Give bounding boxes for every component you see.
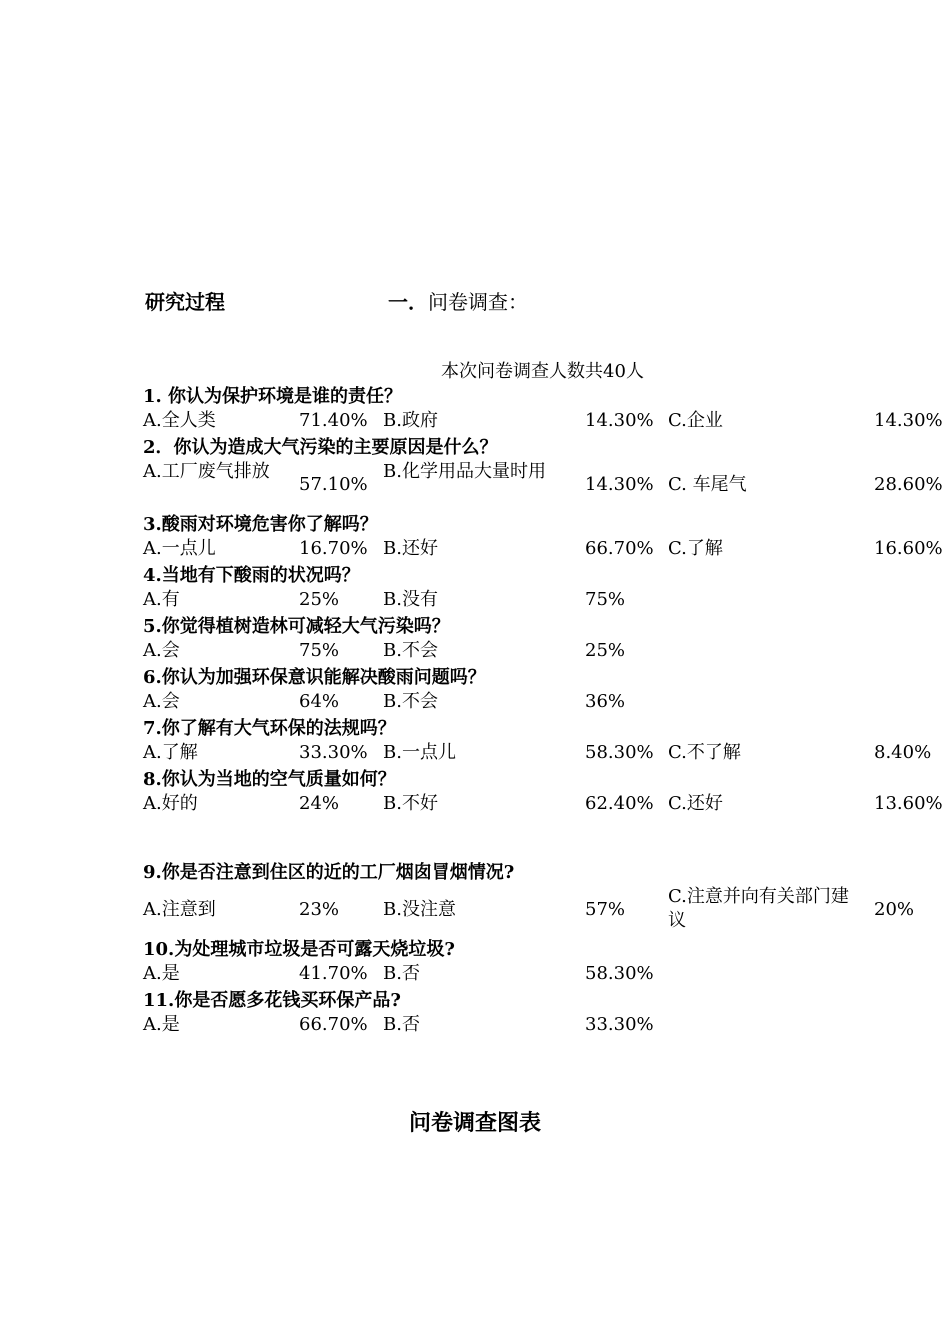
option-b: B.化学用品大量时用: [383, 461, 546, 482]
option-c-percent: 16.60%: [874, 538, 943, 559]
answer-row: [143, 741, 948, 767]
option-a-percent: 64%: [299, 691, 340, 712]
answer-row: [143, 460, 948, 512]
option-a: A.是: [143, 963, 180, 984]
question-title: 7.你了解有大气环保的法规吗？: [143, 718, 396, 739]
option-a-percent: 75%: [299, 640, 340, 661]
option-a-percent: 23%: [299, 899, 340, 920]
subheading-number: 一．: [388, 290, 428, 314]
option-b: B.否: [383, 963, 420, 984]
answer-row: [143, 962, 948, 988]
question-title: 5.你觉得植树造林可减轻大气污染吗？: [143, 616, 450, 637]
answer-row: [143, 690, 948, 716]
option-a: A.全人类: [143, 410, 216, 431]
option-b: B.一点儿: [383, 742, 456, 763]
question-title: 6.你认为加强环保意识能解决酸雨问题吗？: [143, 667, 486, 688]
option-a: A.一点儿: [143, 538, 216, 559]
option-b-percent: 14.30%: [585, 410, 654, 431]
option-a-percent: 33.30%: [299, 742, 368, 763]
section-subheading: [388, 286, 528, 315]
option-b: B.没注意: [383, 899, 456, 920]
option-b-percent: 58.30%: [585, 742, 654, 763]
answer-row: [143, 588, 948, 614]
question-title: 2．你认为造成大气污染的主要原因是什么？: [143, 437, 498, 458]
option-a-percent: 24%: [299, 793, 340, 814]
answer-row: [143, 537, 948, 563]
chart-section-title: 问卷调查图表: [408, 1110, 541, 1136]
answer-row: [143, 1013, 948, 1039]
subheading-text: 问卷调查：: [428, 290, 528, 314]
option-a-percent: 41.70%: [299, 963, 368, 984]
answer-row: [143, 639, 948, 665]
option-b: B.不会: [383, 640, 438, 661]
option-a: A.注意到: [143, 899, 216, 920]
option-c: C.不了解: [668, 742, 741, 763]
option-b-percent: 57%: [585, 899, 626, 920]
option-c-percent: 13.60%: [874, 793, 943, 814]
option-c: C.了解: [668, 538, 723, 559]
option-a-percent: 66.70%: [299, 1014, 368, 1035]
option-a: A.有: [143, 589, 180, 610]
option-b: B.不会: [383, 691, 438, 712]
question-title: 4.当地有下酸雨的状况吗？: [143, 565, 360, 586]
option-b-percent: 62.40%: [585, 793, 654, 814]
option-c-percent: 20%: [874, 899, 915, 920]
option-b: B.政府: [383, 410, 438, 431]
option-b-percent: 36%: [585, 691, 626, 712]
option-b: B.还好: [383, 538, 438, 559]
answer-row: [143, 792, 948, 818]
option-a-percent: 25%: [299, 589, 340, 610]
option-c: C.企业: [668, 410, 723, 431]
option-c: C. 车尾气: [668, 474, 747, 495]
option-a: A.了解: [143, 742, 198, 763]
option-b: B.没有: [383, 589, 438, 610]
option-a-percent: 16.70%: [299, 538, 368, 559]
survey-list: [143, 384, 948, 1039]
option-a: A.会: [143, 640, 180, 661]
option-c-percent: 8.40%: [874, 742, 932, 763]
option-b-percent: 66.70%: [585, 538, 654, 559]
question-title: 3.酸雨对环境危害你了解吗？: [143, 514, 378, 535]
question-title: 9.你是否注意到住区的近的工厂烟囱冒烟情况?: [143, 862, 515, 883]
option-b: B.否: [383, 1014, 420, 1035]
option-a-percent: 71.40%: [299, 410, 368, 431]
option-b-percent: 75%: [585, 589, 626, 610]
option-a: A.好的: [143, 793, 198, 814]
option-b-percent: 25%: [585, 640, 626, 661]
question-title: 8.你认为当地的空气质量如何？: [143, 769, 396, 790]
option-c: C.还好: [668, 793, 723, 814]
answer-row: [143, 885, 948, 937]
option-b-percent: 14.30%: [585, 474, 654, 495]
option-c-percent: 14.30%: [874, 410, 943, 431]
option-a-percent: 57.10%: [299, 474, 368, 495]
section-heading: 研究过程: [145, 290, 225, 314]
question-title: 1. 你认为保护环境是谁的责任？: [143, 386, 403, 407]
option-a: A.是: [143, 1014, 180, 1035]
answer-row: [143, 409, 948, 435]
option-b-percent: 58.30%: [585, 963, 654, 984]
option-b-percent: 33.30%: [585, 1014, 654, 1035]
spacer: [143, 818, 948, 860]
option-a: A.工厂废气排放: [143, 461, 270, 482]
question-title: 11.你是否愿多花钱买环保产品?: [143, 990, 401, 1011]
option-c: C.注意并向有关部门建议: [668, 886, 849, 931]
question-title: 10.为处理城市垃圾是否可露天烧垃圾?: [143, 939, 455, 960]
option-c-percent: 28.60%: [874, 474, 943, 495]
option-b: B.不好: [383, 793, 438, 814]
survey-intro: 本次问卷调查人数共40人: [441, 361, 644, 382]
option-a: A.会: [143, 691, 180, 712]
